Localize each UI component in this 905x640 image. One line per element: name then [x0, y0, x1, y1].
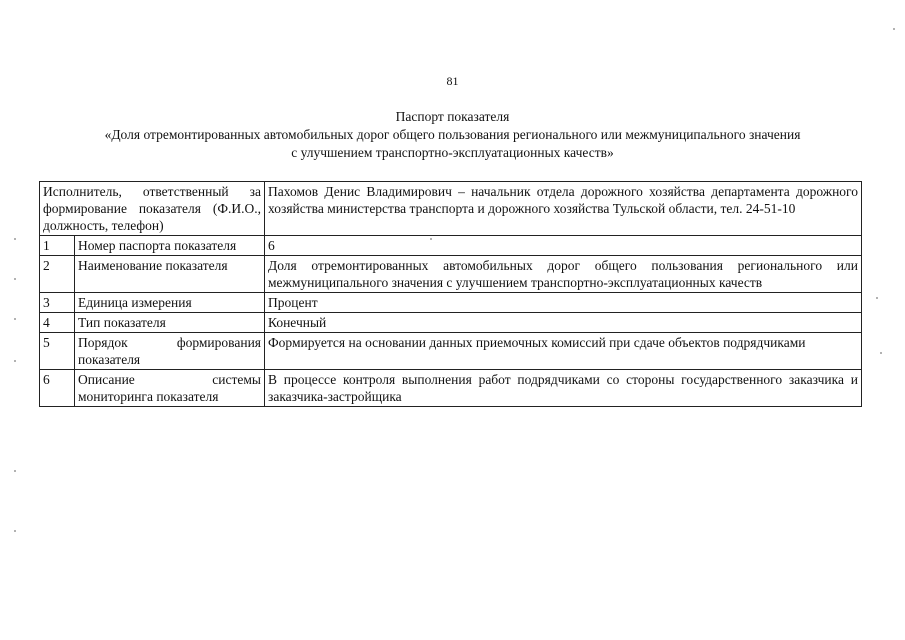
row-number: 2 [40, 256, 75, 293]
title-line-3: с улучшением транспортно-эксплуатационных качеств» [291, 145, 614, 160]
row-label: Наименование показателя [75, 256, 265, 293]
executor-value: Пахомов Денис Владимирович – начальник отдела дорожного хозяйства департамента дорожного хозяйства министерства транспорта и дорожного хозяйства Тульской области, тел. 24-51-10 [265, 182, 862, 236]
page-number: 81 [446, 74, 459, 88]
row-label: Порядок формирования показателя [75, 333, 265, 370]
scan-speck [14, 278, 16, 280]
row-label: Описание системы мониторинга показателя [75, 370, 265, 407]
row-number: 5 [40, 333, 75, 370]
table-row [40, 333, 862, 370]
title-line-2: «Доля отремонтированных автомобильных дорог общего пользования регионального или межмуниципального значения [104, 127, 801, 142]
table-row [40, 236, 862, 256]
row-number: 4 [40, 313, 75, 333]
table-row-executor [40, 182, 862, 236]
row-label: Номер паспорта показателя [75, 236, 265, 256]
row-number: 1 [40, 236, 75, 256]
row-value: Формируется на основании данных приемочных комиссий при сдаче объектов подрядчиками [265, 333, 862, 370]
row-value: Процент [265, 293, 862, 313]
scan-speck [876, 297, 878, 299]
row-value: Доля отремонтированных автомобильных дорог общего пользования регионального или межмуниципального значения с улучшением транспортно-эксплуатационных качеств [265, 256, 862, 293]
scan-speck [880, 352, 882, 354]
title-line-1: Паспорт показателя [395, 109, 510, 124]
row-number: 6 [40, 370, 75, 407]
row-label: Единица измерения [75, 293, 265, 313]
scan-speck [14, 238, 16, 240]
table-row [40, 313, 862, 333]
scan-speck [14, 360, 16, 362]
row-label: Тип показателя [75, 313, 265, 333]
row-value: В процессе контроля выполнения работ подрядчиками со стороны государственного заказчика и заказчика-застройщика [265, 370, 862, 407]
scan-speck [893, 28, 895, 30]
table-row [40, 256, 862, 293]
row-number: 3 [40, 293, 75, 313]
scan-speck [14, 470, 16, 472]
row-value: 6 [265, 236, 862, 256]
table-row [40, 370, 862, 407]
executor-label: Исполнитель, ответственный за формирование показателя (Ф.И.О., должность, телефон) [40, 182, 265, 236]
scan-speck [14, 530, 16, 532]
row-value: Конечный [265, 313, 862, 333]
scan-speck [430, 238, 432, 240]
document-title [30, 108, 875, 162]
scan-speck [14, 318, 16, 320]
indicator-passport-table [39, 181, 862, 407]
table-row [40, 293, 862, 313]
